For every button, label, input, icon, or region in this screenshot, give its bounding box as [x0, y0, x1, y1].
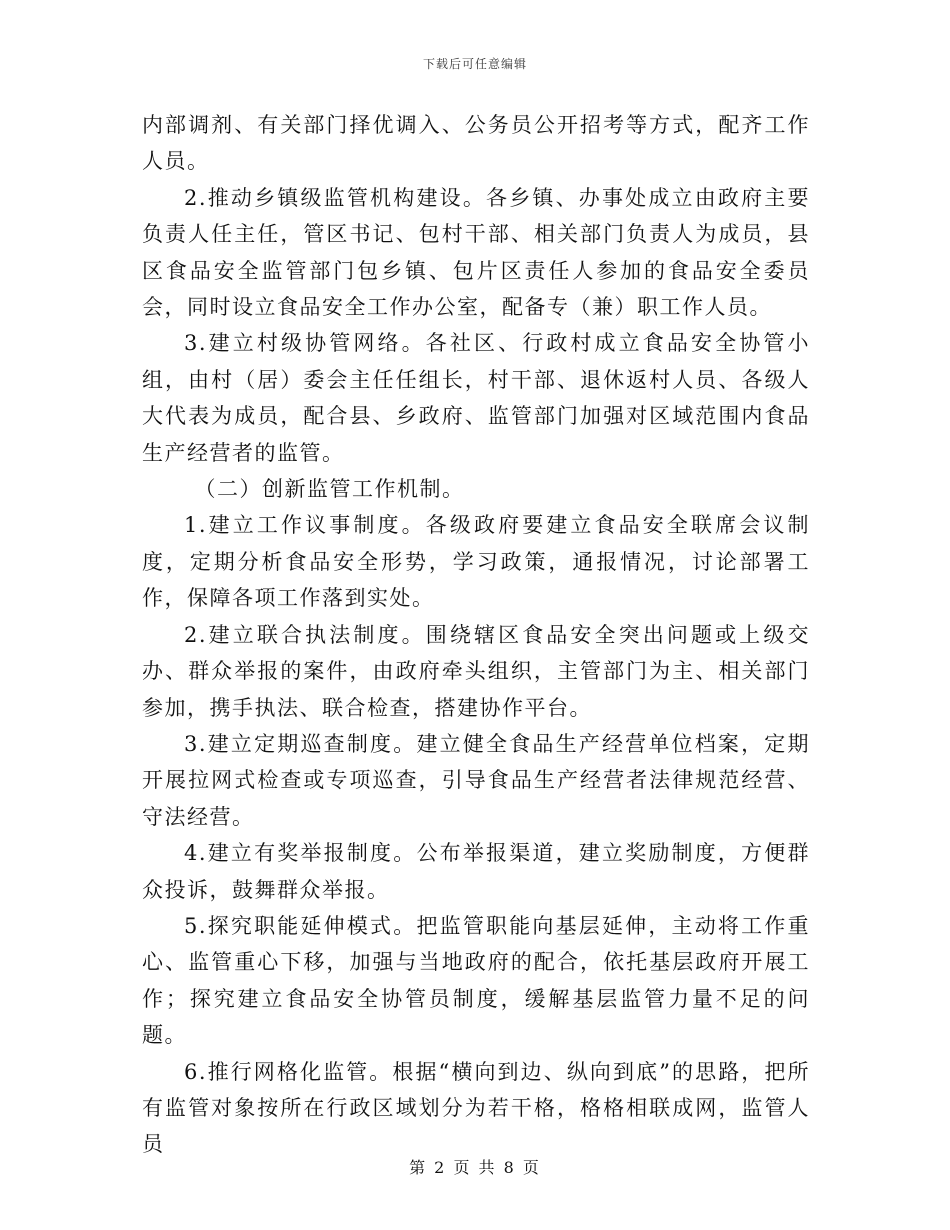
paragraph-item-2-joint-enforcement: 2.建立联合执法制度。围绕辖区食品安全突出问题或上级交办、群众举报的案件，由政府牵头组织，主管部门为主、相关部门参加，携手执法、联合检查，搭建协作平台。 [142, 622, 810, 720]
paragraph-item-4-reporting: 4.建立有奖举报制度。公布举报渠道，建立奖励制度，方便群众投诉，鼓舞群众举报。 [142, 841, 810, 902]
page-header-note: 下载后可任意编辑 [422, 57, 527, 71]
paragraph-item-6-grid: 6.推行网格化监管。根据“横向到边、纵向到底”的思路，把所有监管对象按所在行政区域划分为若干格，格格相联成网，监管人员 [142, 1059, 810, 1157]
page-number-footer: 第 2 页 共 8 页 [409, 1158, 541, 1177]
paragraph-continuation: 内部调剂、有关部门择优调入、公务员公开招考等方式，配齐工作人员。 [142, 113, 810, 174]
document-body [142, 107, 810, 1163]
paragraph-item-2-township: 2.推动乡镇级监管机构建设。各乡镇、办事处成立由政府主要负责人任主任，管区书记、包村干部、相关部门负责人为成员，县区食品安全监管部门包乡镇、包片区责任人参加的食品安全委员会，同时设立食品安全工作办公室，配备专（兼）职工作人员。 [142, 185, 810, 320]
paragraph-item-3-inspection: 3.建立定期巡查制度。建立健全食品生产经营单位档案，定期开展拉网式检查或专项巡查，引导食品生产经营者法律规范经营、守法经营。 [142, 731, 810, 829]
paragraph-item-1-meeting: 1.建立工作议事制度。各级政府要建立食品安全联席会议制度，定期分析食品安全形势，学习政策，通报情况，讨论部署工作，保障各项工作落到实处。 [142, 513, 810, 611]
paragraph-item-3-village: 3.建立村级协管网络。各社区、行政村成立食品安全协管小组，由村（居）委会主任任组长，村干部、退休返村人员、各级人大代表为成员，配合县、乡政府、监管部门加强对区域范围内食品生产经营者的监管。 [142, 331, 810, 465]
section-heading-mechanism: （二）创新监管工作机制。 [194, 477, 465, 502]
paragraph-item-5-extension: 5.探究职能延伸模式。把监管职能向基层延伸，主动将工作重心、监管重心下移，加强与当地政府的配合，依托基层政府开展工作；探究建立食品安全协管员制度，缓解基层监管力量不足的问题。 [142, 913, 810, 1048]
